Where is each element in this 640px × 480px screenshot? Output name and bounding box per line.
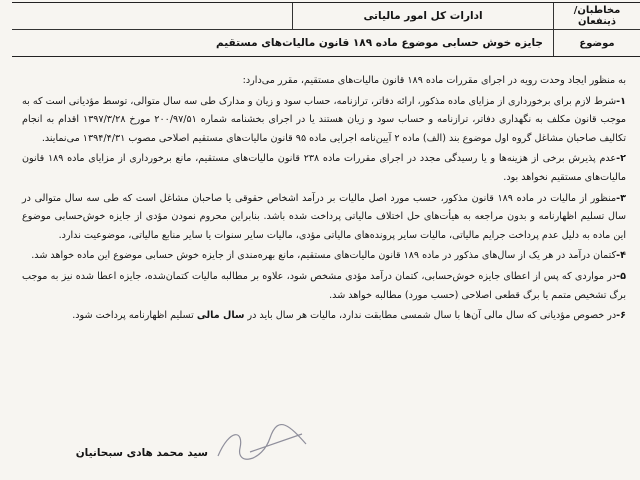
clause-number: ۶- bbox=[616, 310, 626, 322]
intro-paragraph: به منظور ایجاد وحدت رویه در اجرای مقررات ماده ۱۸۹ قانون مالیات‌های مستقیم، مقرر می‌دارد: bbox=[242, 75, 626, 86]
header-row-addressees bbox=[12, 3, 640, 30]
clause-text-before: در خصوص مؤدیانی که سال مالی آن‌ها با سال شمسی مطابقت ندارد، مالیات هر سال باید در bbox=[247, 310, 617, 322]
header-blank-cell bbox=[12, 3, 292, 29]
clause-6 bbox=[22, 307, 626, 326]
clause-4 bbox=[22, 247, 626, 266]
header-row-subject bbox=[12, 30, 640, 56]
clause-5 bbox=[22, 268, 626, 305]
clause-number: ۲- bbox=[616, 153, 626, 165]
clause-number: ۳- bbox=[616, 192, 627, 204]
clause-text: منظور از مالیات در ماده ۱۸۹ قانون مذکور، حسب مورد اصل مالیات بر درآمد اشخاص حقوقی یا صاحبان مشاغل است که طی سه سال متوالی در سال تسلیم اظهارنامه و بدون مراجعه به هیأت‌های حل اختلاف مالیاتی پرداخت شده باشد. بنابراین محروم نمودن مؤدی از جایزه خوش‌حسابی موضوع این ماده به دلیل عدم پرداخت جرایم مالیاتی، مالیات سایر پرونده‌های مالیاتی مؤدی، مالیات سایر سنوات یا سایر منابع مالیاتی، موضوعیت ندارد. bbox=[22, 192, 626, 241]
clause-text-bold: سال مالی bbox=[196, 310, 245, 322]
subject-value: جایزه خوش حسابی موضوع ماده ۱۸۹ قانون مالیات‌های مستقیم bbox=[216, 37, 543, 49]
document-body bbox=[22, 72, 626, 328]
clause-number: ۴- bbox=[616, 250, 626, 262]
header-table bbox=[12, 2, 640, 57]
subject-label: موضوع bbox=[553, 30, 640, 56]
clause-text-after: تسلیم اظهارنامه پرداخت شود. bbox=[72, 310, 194, 322]
addressees-value: ادارات کل امور مالیاتی bbox=[292, 3, 553, 29]
clause-text: کتمان درآمد در هر یک از سال‌های مذکور در ماده ۱۸۹ قانون مالیات‌های مستقیم، مانع بهره‌مندی از جایزه خوش حسابی موضوع این ماده خواهد شد. bbox=[31, 250, 617, 262]
addressees-label: مخاطبان/ ذینفعان bbox=[553, 3, 640, 29]
clause-number: ۱- bbox=[616, 95, 626, 107]
clause-text: در مواردی که پس از اعطای جایزه خوش‌حسابی، کتمان درآمد مؤدی مشخص شود، علاوه بر مطالبه مالیات کتمان‌شده، جایزه اعطا شده نیز به موجب برگ تشخیص متمم یا برگ قطعی اصلاحی (حسب مورد) مطالبه خواهد شد. bbox=[22, 270, 626, 301]
clause-2 bbox=[22, 150, 626, 187]
clause-1 bbox=[22, 93, 626, 149]
clause-text: عدم پذیرش برخی از هزینه‌ها و یا رسیدگی مجدد در اجرای مقررات ماده ۲۳۸ قانون مالیات‌های مستقیم، مانع برخورداری از مزایای ماده ۱۸۹ قانون مالیات‌های مستقیم نخواهد بود. bbox=[22, 153, 626, 183]
clause-3 bbox=[22, 190, 626, 246]
handwritten-signature bbox=[210, 418, 320, 468]
signatory-name: سید محمد هادی سبحانیان bbox=[75, 447, 208, 459]
clause-text: شرط لازم برای برخورداری از مزایای ماده مذکور، ارائه دفاتر، ترازنامه، حساب سود و زیان و مدارک طی سه سال متوالی، توسط مؤدیانی است که به موجب قانون مکلف به نگهداری دفاتر، ترازنامه و حساب سود و زیان هستند یا در اجرای بخشنامه شماره ۲۰۰/۹۷/۵۱ مورخ ۱۳۹۷/۳/۲۸ اقدام به انجام تکالیف صاحبان مشاغل گروه اول موضوع بند (الف) ماده ۲ آیین‌نامه اجرایی ماده ۹۵ قانون مالیات‌های مستقیم اصلاحی مصوب ۱۳۹۴/۴/۳۱ می‌نمایند. bbox=[22, 95, 626, 144]
clause-number: ۵- bbox=[616, 270, 626, 282]
